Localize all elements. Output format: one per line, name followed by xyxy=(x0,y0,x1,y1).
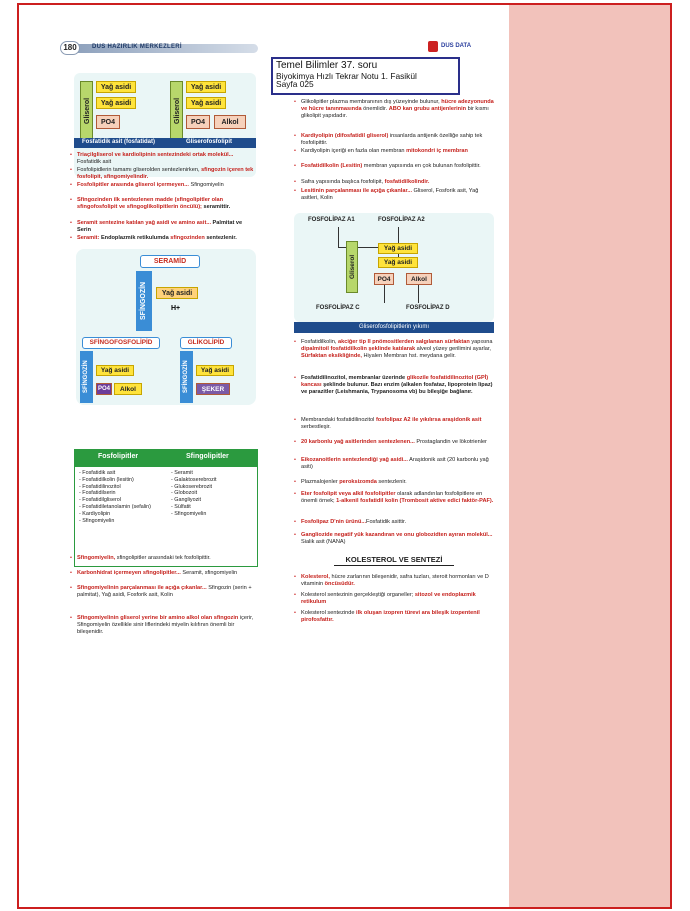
caption-left: Fosfatidik asit (fosfatidat) xyxy=(82,139,156,145)
list-item: • Triaçilgliserol ve kardiolipinin sentezindeki ortak molekül... Fosfatidik asit xyxy=(70,152,255,166)
list-item: • Kardiyolipin (difosfatidil gliserol) insanlarda antijenik özelliğe sahip tek fosfolipittir. xyxy=(294,133,494,147)
table-header-left: Fosfolipitler xyxy=(98,453,139,460)
arrow-line xyxy=(338,247,378,248)
diagram3-caption: Gliserofosfolipitlerin yıkımı xyxy=(294,322,494,333)
phosphate-label: PO4 xyxy=(96,115,120,129)
phosphate-label-2: PO4 xyxy=(186,115,210,129)
glycerol-label-2: Gliserol xyxy=(170,81,183,141)
table-cell: - Fosfatidiletanolamin (sefalin) xyxy=(79,503,151,510)
table-cell: - Galaktoserebrozit xyxy=(171,476,217,483)
sphingosine-label-3: SFİNGOZİN xyxy=(180,351,193,403)
list-item: • Sfingozinden ilk sentezlenen madde (sfingolipitler olan sfingofosfolipit ve sfingoglikolipitlerin öncülü); seramittir. xyxy=(70,197,255,211)
table-cell: - Fosfatidilserin xyxy=(79,490,116,497)
fatty-acid-5: Yağ asidi xyxy=(378,243,418,254)
list-item: • Fosfatidilinozitol, membranlar üzerinde glikozile fosfatidilinozitol (GPİ) kancası şeklinde bulunur. Bazı enzim (alkalen fosfataz, lipoprotein lipaz) ve parazitler (Leishmania, Trypanosoma vb) bu bileşiğe bağlanır. xyxy=(294,375,494,396)
list-item: • Fosfatidilkolin (Lesitin) membran yapısında en çok bulunan fosfolipittir. xyxy=(294,163,494,170)
publisher-logo xyxy=(428,41,486,53)
source-annotation xyxy=(271,57,460,95)
diagram1-caption xyxy=(74,138,256,148)
ceramide-title: SERAMİD xyxy=(140,255,200,268)
table-cell: - Seramit xyxy=(171,470,193,476)
list-item: • Kolesterol sentezinde ilk oluşan izopren türevi ara bileşik izopentenil pirofosfattır. xyxy=(294,610,494,624)
arrow-line xyxy=(418,285,419,303)
arrow-line xyxy=(384,285,385,303)
table-header-right: Sfingolipitler xyxy=(186,453,229,460)
annotation-line-1: Temel Bilimler 37. soru xyxy=(276,60,378,71)
fatty-acid-1: Yağ asidi xyxy=(96,81,136,93)
table-col-right xyxy=(171,470,217,518)
glycerol-label-3: Gliserol xyxy=(346,241,358,293)
list-item: • Karbonhidrat içermeyen sfingolipitler... Seramit, sfingomiyelin xyxy=(70,570,255,577)
glycerol-label: Gliserol xyxy=(80,81,93,141)
fatty-acid-2: Yağ asidi xyxy=(96,97,136,109)
annotation-line-2: Biyokimya Hızlı Tekrar Notu 1. Fasikül xyxy=(276,70,417,81)
arrow-line xyxy=(338,227,339,247)
list-item: • Safra yapısında başlıca fosfolipit, fosfatidilkolindir. xyxy=(294,179,494,186)
list-item: • Seramit sentezine katılan yağ asidi ve amino asit... Palmitat ve Serin xyxy=(70,220,255,234)
list-item: • Plazmalojenler peroksizomda sentezlenir. xyxy=(294,479,494,486)
sugar-label: ŞEKER xyxy=(196,383,230,395)
table-cell: - Fosfatidik asit xyxy=(79,470,116,476)
list-item: • Eikozanoitlerin sentezlendiği yağ asidi... Araşidonik asit (20 karbonlu yağ asiti) xyxy=(294,457,494,471)
alcohol-label: Alkol xyxy=(214,115,246,129)
ceramide-diagram xyxy=(76,249,256,405)
sphingosine-label-2: SFİNGOZİN xyxy=(80,351,93,403)
list-item: • Sfingomiyelinin parçalanması ile açığa çıkanlar... Sfingozin (serin + palmitat), Yağ asidi, Fosforik asit, Kolin xyxy=(70,585,255,599)
fatty-acid-sm: Yağ asidi xyxy=(96,365,134,376)
list-item: • Sfingomiyelinin gliserol yerine bir amino alkol olan sfingozin içerir, Sfingomiyelin özellikle sinir liflerindeki miyelin kılıfının önemli bir bileşenidir. xyxy=(70,615,255,636)
list-item: • Gangliozide negatif yük kazandıran ve onu globozidten ayıran molekül... Sialik asit (NANA) xyxy=(294,532,494,546)
glycolipid-title: GLİKOLİPİD xyxy=(180,337,232,349)
table-cell: - Kardiyolipin xyxy=(79,510,111,517)
logo-icon xyxy=(428,41,438,52)
list-item: • Kardiyolipin içeriği en fazla olan membran mitokondri iç membran xyxy=(294,148,494,155)
fatty-acid-ceramide: Yağ asidi xyxy=(156,287,198,299)
sphingosine-label: SFİNGOZİN xyxy=(136,271,152,331)
publisher-name: DUS HAZIRLIK MERKEZLERİ xyxy=(92,44,182,50)
phospholipase-c: FOSFOLİPAZ C xyxy=(316,305,360,311)
section-title: KOLESTEROL VE SENTEZİ xyxy=(294,555,494,564)
hydrogen-label: H+ xyxy=(171,305,181,312)
table-col-left xyxy=(79,470,161,524)
list-item: • Kolesterol sentezinin gerçekleştiği organeller; sitozol ve endoplazmik retikulum xyxy=(294,592,494,606)
list-item: • Fosfatidilkolin, akciğer tip II pnömositlerden salgılanan sürfaktan yapısına dipalmitoil fosfatidilkolin şeklinde katılarak alveol yüzey gerilimini ayarlar, Sürfaktan eksikliğinde, Hiyalen Membran hst. meydana gelir. xyxy=(294,339,494,360)
lipid-table-header xyxy=(74,449,258,466)
annotation-line-3: Sayfa 025 xyxy=(276,79,314,90)
page-number: 180 xyxy=(60,41,80,55)
sphingophospholipid-title: SFİNGOFOSFOLİPİD xyxy=(82,337,160,349)
caption-right: Gliserofosfolipit xyxy=(186,139,233,145)
alcohol-label-2: Alkol xyxy=(406,273,432,285)
fatty-acid-gl: Yağ asidi xyxy=(196,365,234,376)
list-item: • Seramit: Endoplazmik retikulumda sfingozinden sentezlenir. xyxy=(70,235,255,242)
table-cell: - Glukoserebrozit xyxy=(171,483,213,490)
phosphate-sm: PO4 xyxy=(96,383,112,395)
table-cell: - Fosfatidilinozitol xyxy=(79,483,121,490)
table-cell: - Sülfatit xyxy=(171,503,191,510)
table-cell: - Gangliyozit xyxy=(171,497,201,504)
table-cell: - Sfingomiyelin xyxy=(171,510,207,517)
fatty-acid-3: Yağ asidi xyxy=(186,81,226,93)
list-item: • Fosfolipitler arasında gliserol içermeyen... Sfingomiyelin xyxy=(70,182,255,189)
fatty-acid-6: Yağ asidi xyxy=(378,257,418,268)
list-item: • Kolesterol, hücre zarlarının bileşenidir, safra tuzları, steroit hormonları ve D vitaminin öncüsüdür. xyxy=(294,574,494,588)
table-cell: - Fosfatidilgliserol xyxy=(79,497,121,504)
table-cell: - Sfingomiyelin xyxy=(79,517,115,524)
list-item: • 20 karbonlu yağ asitlerinden sentezlenen... Prostaglandin ve lökotrienler xyxy=(294,439,494,446)
document-frame xyxy=(17,3,672,909)
list-item: • Membrandaki fosfatidilinozitol fosfolipaz A2 ile yıkılırsa araşidonik asit serbestleşir. xyxy=(294,417,494,431)
book-page xyxy=(56,37,509,652)
phospholipase-d: FOSFOLİPAZ D xyxy=(406,305,450,311)
phosphate-label-3: PO4 xyxy=(374,273,394,285)
phospholipase-a2: FOSFOLİPAZ A2 xyxy=(378,217,425,223)
list-item: • Glikolipitler plazma membranının dış yüzeyinde bulunur, hücre adezyonunda ve hücre tanınmasında önemlidir. ABO kan grubu antijenlerinin bir kısmı glikolipit yapıdadır. xyxy=(294,99,494,120)
logo-text: DUS DATA xyxy=(441,43,472,49)
lipid-table xyxy=(74,466,258,567)
list-item: • Fosfolipaz D'nin ürünü...Fosfatidik asittir. xyxy=(294,519,494,526)
table-cell: - Globozoit xyxy=(171,490,198,497)
phospholipase-diagram xyxy=(294,213,494,322)
phospholipase-a1: FOSFOLİPAZ A1 xyxy=(308,217,355,223)
page-header xyxy=(60,41,260,55)
alcohol-sm: Alkol xyxy=(114,383,142,395)
fatty-acid-4: Yağ asidi xyxy=(186,97,226,109)
list-item: • Eter fosfolipit veya alkil fosfolipitler olarak adlandırılan fosfolipitlere en önemli örnek; 1-alkenil fosfatidil kolin (Trombosit aktive edici faktör-PAF). xyxy=(294,491,494,505)
side-panel xyxy=(509,5,672,907)
table-cell: - Fosfatidilkolin (lesitin) xyxy=(79,476,134,483)
list-item: • Fosfolipidlerin tamamı gliserolden sentezlenirken, sfingozin içeren tek fosfolipit, sfingomiyelindir. xyxy=(70,167,255,181)
list-item: • Sfingomiyelin, sfingolipitler arasındaki tek fosfolipittir. xyxy=(70,555,255,562)
list-item: • Lesitinin parçalanması ile açığa çıkanlar... Gliserol, Fosforik asit, Yağ asitleri, Kolin xyxy=(294,188,494,202)
